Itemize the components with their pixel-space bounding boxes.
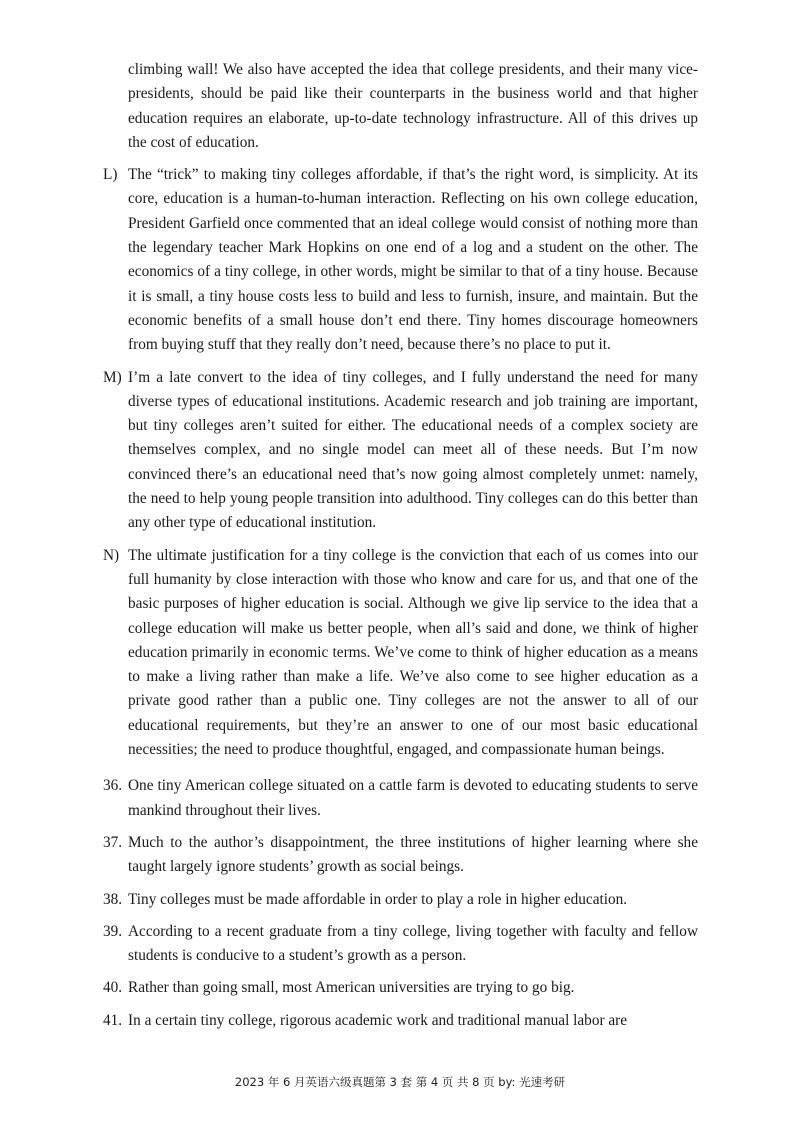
paragraph-k-continuation (128, 58, 698, 155)
question-text: One tiny American college situated on a cattle farm is devoted to educating students to serve mankind throughout their lives. (128, 777, 698, 819)
question-number: 38. (103, 890, 123, 908)
paragraph-n (103, 544, 698, 763)
question-text: In a certain tiny college, rigorous academic work and traditional manual labor are (128, 1011, 628, 1029)
paragraph-m (103, 366, 698, 536)
question-item (103, 1009, 698, 1033)
paragraph-label: N) (103, 546, 120, 564)
question-item (103, 920, 698, 969)
question-item (103, 774, 698, 823)
question-item (103, 888, 698, 912)
question-number: 40. (103, 979, 123, 997)
question-text: Rather than going small, most American universities are trying to go big. (128, 979, 575, 997)
question-number: 41. (103, 1011, 123, 1029)
question-number: 37. (103, 833, 123, 851)
question-number: 36. (103, 777, 123, 795)
paragraph-text: climbing wall! We also have accepted the idea that college presidents, and their many vice-presidents, should be paid like their counterparts in the business world and that higher education requires an elaborate, up-to-date technology infrastructure. All of this drives up the cost of education. (128, 61, 698, 151)
question-item (103, 831, 698, 880)
passage-content (103, 58, 698, 1041)
paragraph-text: The “trick” to making tiny colleges affordable, if that’s the right word, is simplicity. At its core, education is a human-to-human interaction. Reflecting on his own college education, President Garfield once commented that an ideal college would consist of nothing more than the legendary teacher Mark Hopkins on one end of a log and a student on the other. The economics of a tiny college, in other words, might be similar to that of a tiny house. Because it is small, a tiny house costs less to build and less to furnish, insure, and maintain. But the economic benefits of a small house don’t end there. Tiny homes discourage homeowners from buying stuff that they really don’t need, because there’s no place to put it. (128, 166, 698, 354)
question-number: 39. (103, 922, 123, 940)
page-footer: 2023 年 6 月英语六级真题第 3 套 第 4 页 共 8 页 by: 光速考研 (234, 1075, 566, 1089)
paragraph-text: The ultimate justification for a tiny college is the conviction that each of us comes into our full humanity by close interaction with those who know and care for us, and that one of the basic purposes of higher education is social. Although we give lip service to the idea that a college education will make us better people, when all’s said and done, we think of higher education primarily in economic terms. We’ve come to think of higher education as a means to make a living rather than make a life. We’ve also come to see higher education as a private good rather than a public one. Tiny colleges are not the answer to all of our educational requirements, but they’re an answer to one of our most basic educational necessities; the need to produce thoughtful, engaged, and compassionate human beings. (128, 546, 698, 759)
paragraph-label: L) (103, 166, 118, 184)
question-item (103, 976, 698, 1000)
question-text: According to a recent graduate from a tiny college, living together with faculty and fellow students is conducive to a student’s growth as a person. (128, 922, 698, 965)
paragraph-l (103, 163, 698, 357)
question-text: Much to the author’s disappointment, the three institutions of higher learning where she taught largely ignore students’ growth as social beings. (128, 833, 698, 876)
paragraph-label: M) (103, 368, 122, 386)
question-list (103, 774, 698, 1033)
question-text: Tiny colleges must be made affordable in order to play a role in higher education. (128, 890, 628, 908)
paragraph-text: I’m a late convert to the idea of tiny colleges, and I fully understand the need for many diverse types of educational institutions. Academic research and job training are important, but tiny colleges aren’t suited for either. The educational needs of a complex society are themselves complex, and no single model can meet all of these needs. But I’m now convinced there’s an educational need that’s now going almost completely unmet: namely, the need to help young people transition into adulthood. Tiny colleges can do this better than any other type of educational institution. (128, 368, 698, 532)
